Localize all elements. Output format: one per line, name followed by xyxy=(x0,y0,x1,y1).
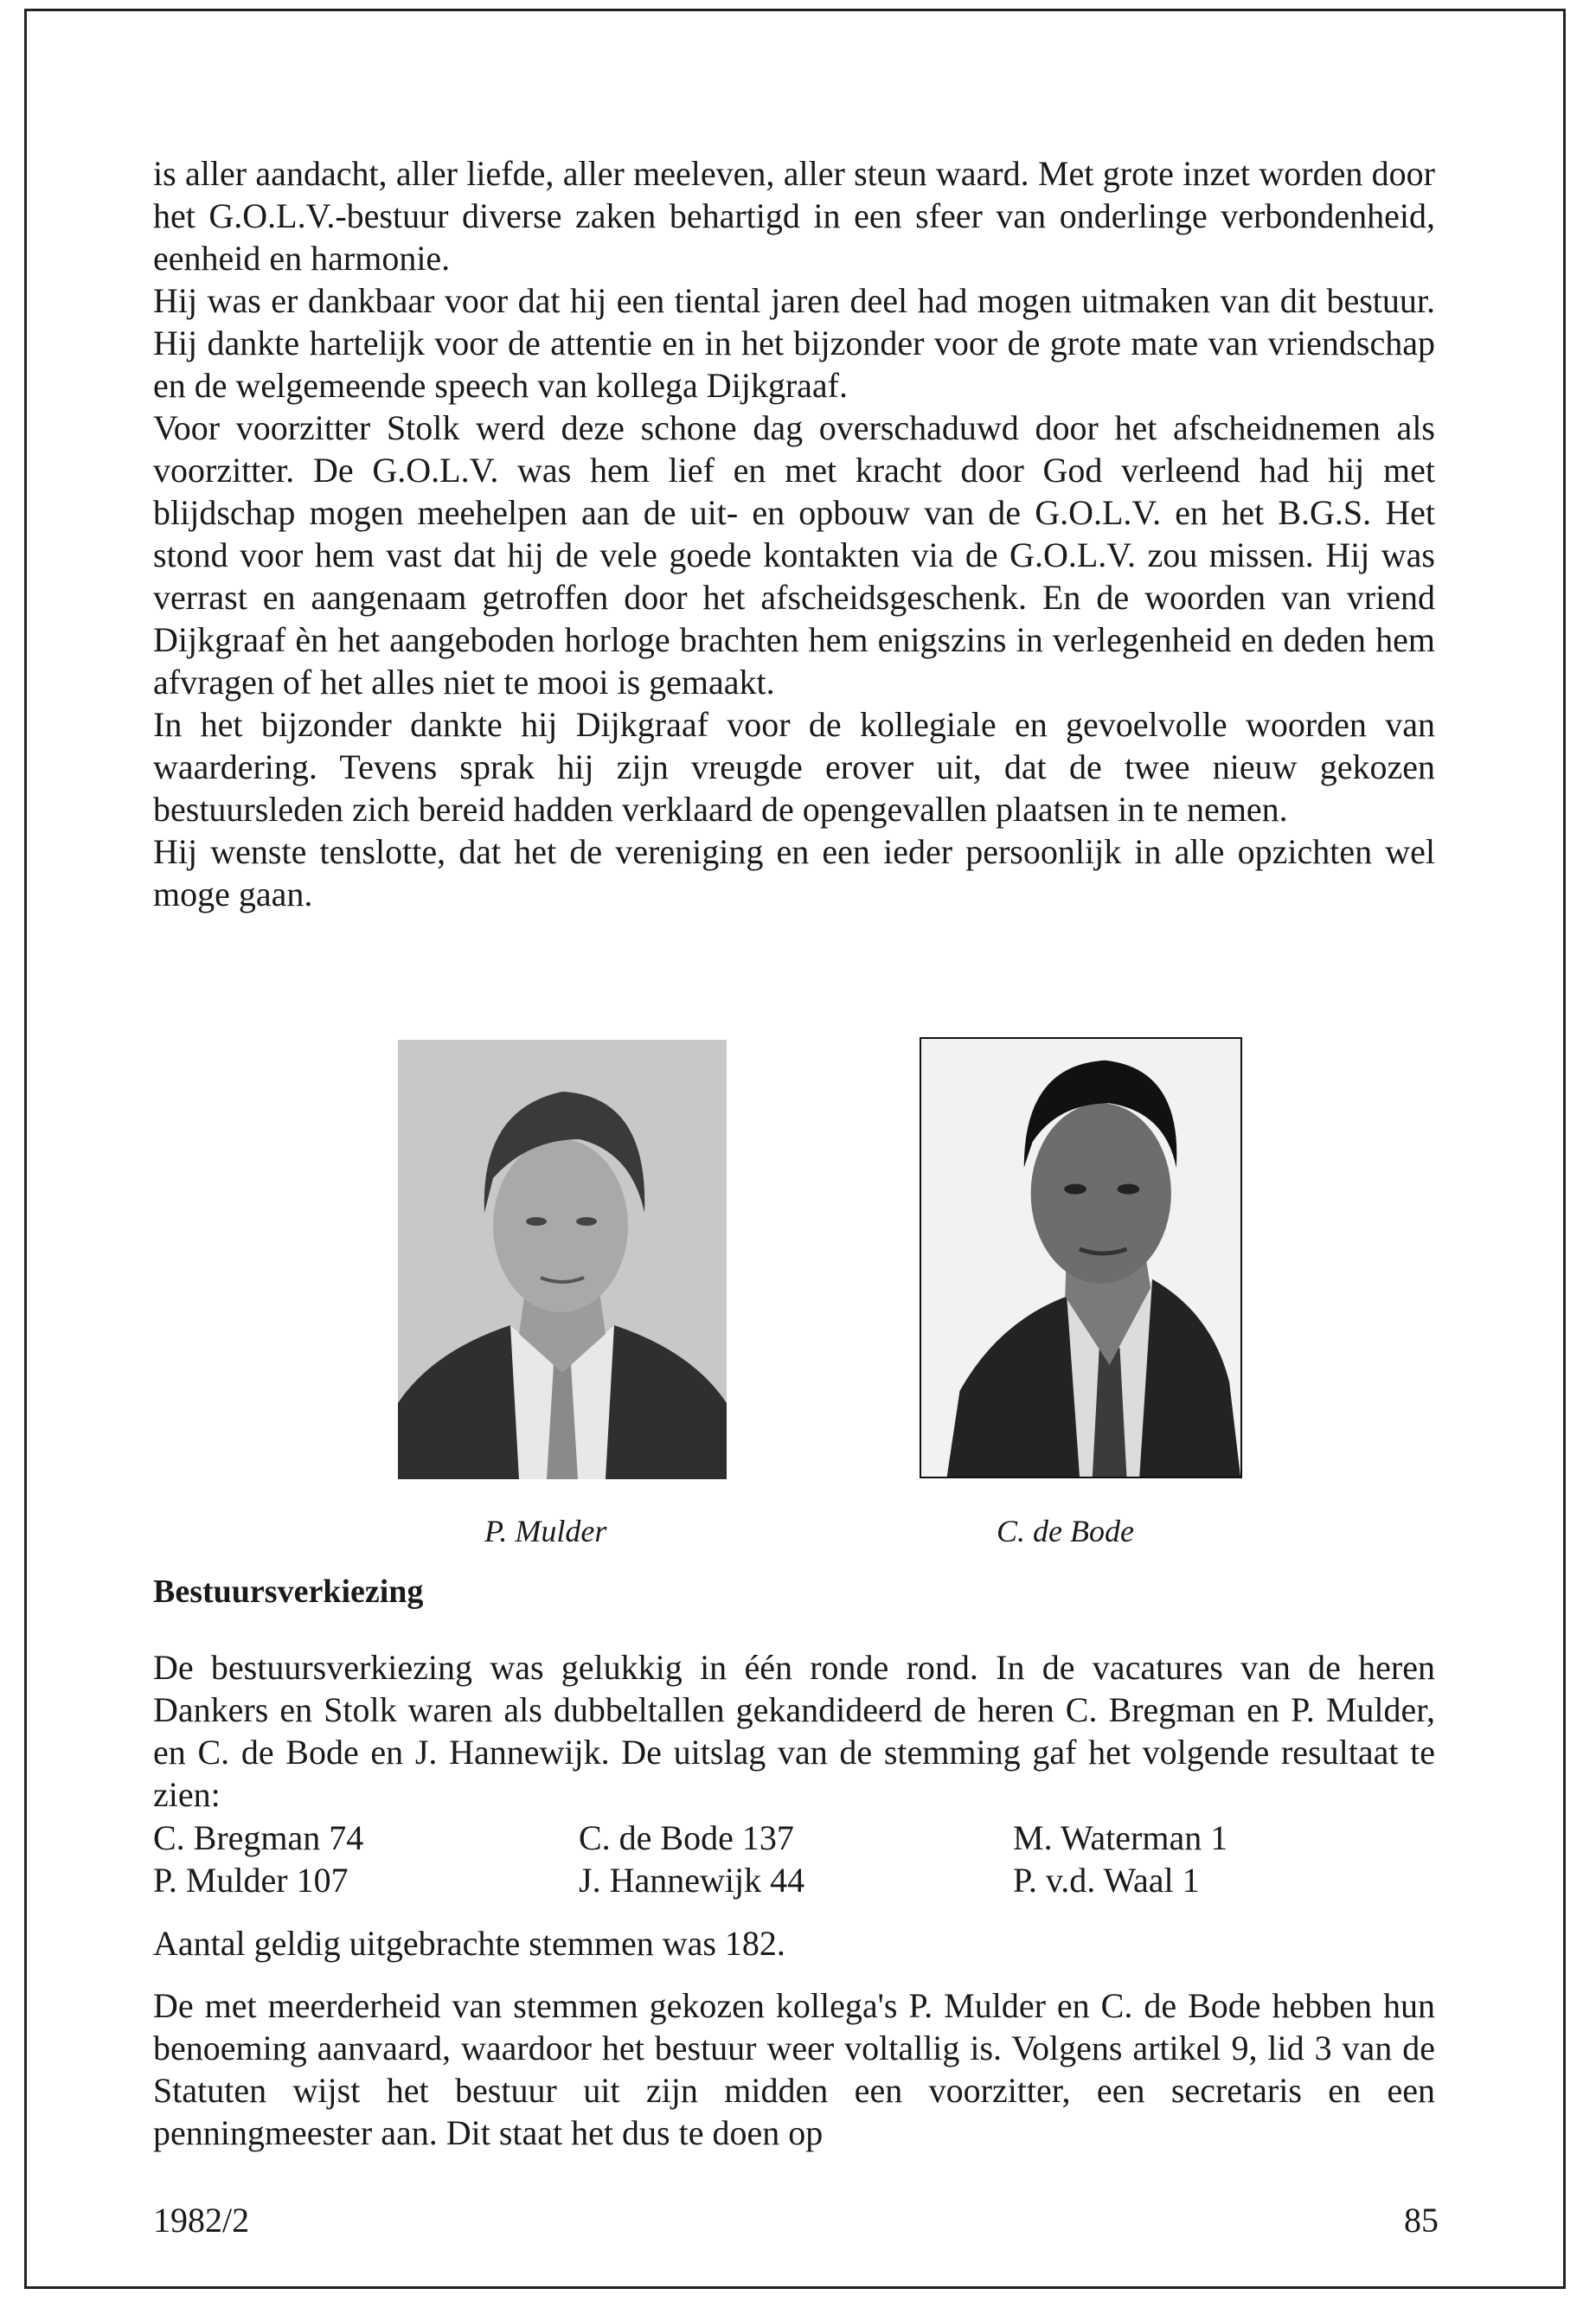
result-cell: P. Mulder 107 xyxy=(153,1861,349,1900)
portrait-illustration xyxy=(398,1040,727,1479)
photo-caption-left: P. Mulder xyxy=(484,1514,607,1548)
body-paragraph: Hij was er dankbaar voor dat hij een tiental jaren deel had mogen uitmaken van dit bestuur. Hij dankte hartelijk voor de attentie en in het bijzonder voor de grote mate van vriendschap en de welgemeende speech van kollega Dijkgraaf. xyxy=(153,281,1435,405)
portrait-illustration xyxy=(921,1039,1240,1477)
result-cell: P. v.d. Waal 1 xyxy=(1013,1861,1200,1900)
result-cell: C. de Bode 137 xyxy=(579,1818,794,1857)
body-paragraph: In het bijzonder dankte hij Dijkgraaf voor de kollegiale en gevoelvolle woorden van waardering. Tevens sprak hij zijn vreugde erover uit, dat de twee nieuw gekozen bestuursleden zich bereid hadden verklaard de opengevallen plaatsen in te nemen. xyxy=(153,705,1435,829)
body-text xyxy=(153,152,1435,915)
result-cell: M. Waterman 1 xyxy=(1013,1818,1228,1857)
section-heading: Bestuursverkiezing xyxy=(153,1574,424,1610)
result-cell: J. Hannewijk 44 xyxy=(579,1861,805,1900)
photo-caption-right: C. de Bode xyxy=(997,1514,1134,1548)
issue-number: 1982/2 xyxy=(153,2201,250,2240)
page-number: 85 xyxy=(1404,2201,1439,2240)
portrait-photo-right xyxy=(920,1037,1242,1478)
results-row xyxy=(153,1859,1435,1901)
body-paragraph: Hij wenste tenslotte, dat het de vereniging en een ieder persoonlijk in alle opzichten wel moge gaan. xyxy=(153,832,1435,913)
portrait-photo-left xyxy=(398,1040,727,1479)
closing-paragraph: De met meerderheid van stemmen gekozen kollega's P. Mulder en C. de Bode hebben hun benoeming aanvaard, waardoor het bestuur weer voltallig is. Volgens artikel 9, lid 3 van de Statuten wijst het bestuur uit zijn midden een voorzitter, een secretaris en een penningmeester aan. Dit staat het dus te doen op xyxy=(153,1986,1435,2152)
body-paragraph: Voor voorzitter Stolk werd deze schone dag overschaduwd door het afscheidnemen als voorzitter. De G.O.L.V. was hem lief en met kracht door God verleend had hij met blijdschap mogen meehelpen aan de uit- en opbouw van de G.O.L.V. en het B.G.S. Het stond voor hem vast dat hij de vele goede kontakten via de G.O.L.V. zou missen. Hij was verrast en aangenaam getroffen door het afscheidsgeschenk. En de woorden van vriend Dijkgraaf èn het aangeboden horloge brachten hem enigszins in verlegenheid en deden hem afvragen of het alles niet te mooi is gemaakt. xyxy=(153,408,1435,702)
valid-votes-text: Aantal geldig uitgebrachte stemmen was 182. xyxy=(153,1924,785,1963)
section-intro xyxy=(153,1646,1435,1816)
body-paragraph: is aller aandacht, aller liefde, aller meeleven, aller steun waard. Met grote inzet worden door het G.O.L.V.-bestuur diverse zaken behartigd in een sfeer van onderlinge verbondenheid, eenheid en harmonie. xyxy=(153,154,1435,278)
closing-text xyxy=(153,1984,1435,2154)
results-row xyxy=(153,1817,1435,1859)
intro-paragraph: De bestuursverkiezing was gelukkig in één ronde rond. In de vacatures van de heren Dankers en Stolk waren als dubbeltallen gekandideerd de heren C. Bregman en P. Mulder, en C. de Bode en J. Hannewijk. De uitslag van de stemming gaf het volgende resultaat te zien: xyxy=(153,1648,1435,1814)
result-cell: C. Bregman 74 xyxy=(153,1818,364,1857)
election-results xyxy=(153,1817,1435,1901)
